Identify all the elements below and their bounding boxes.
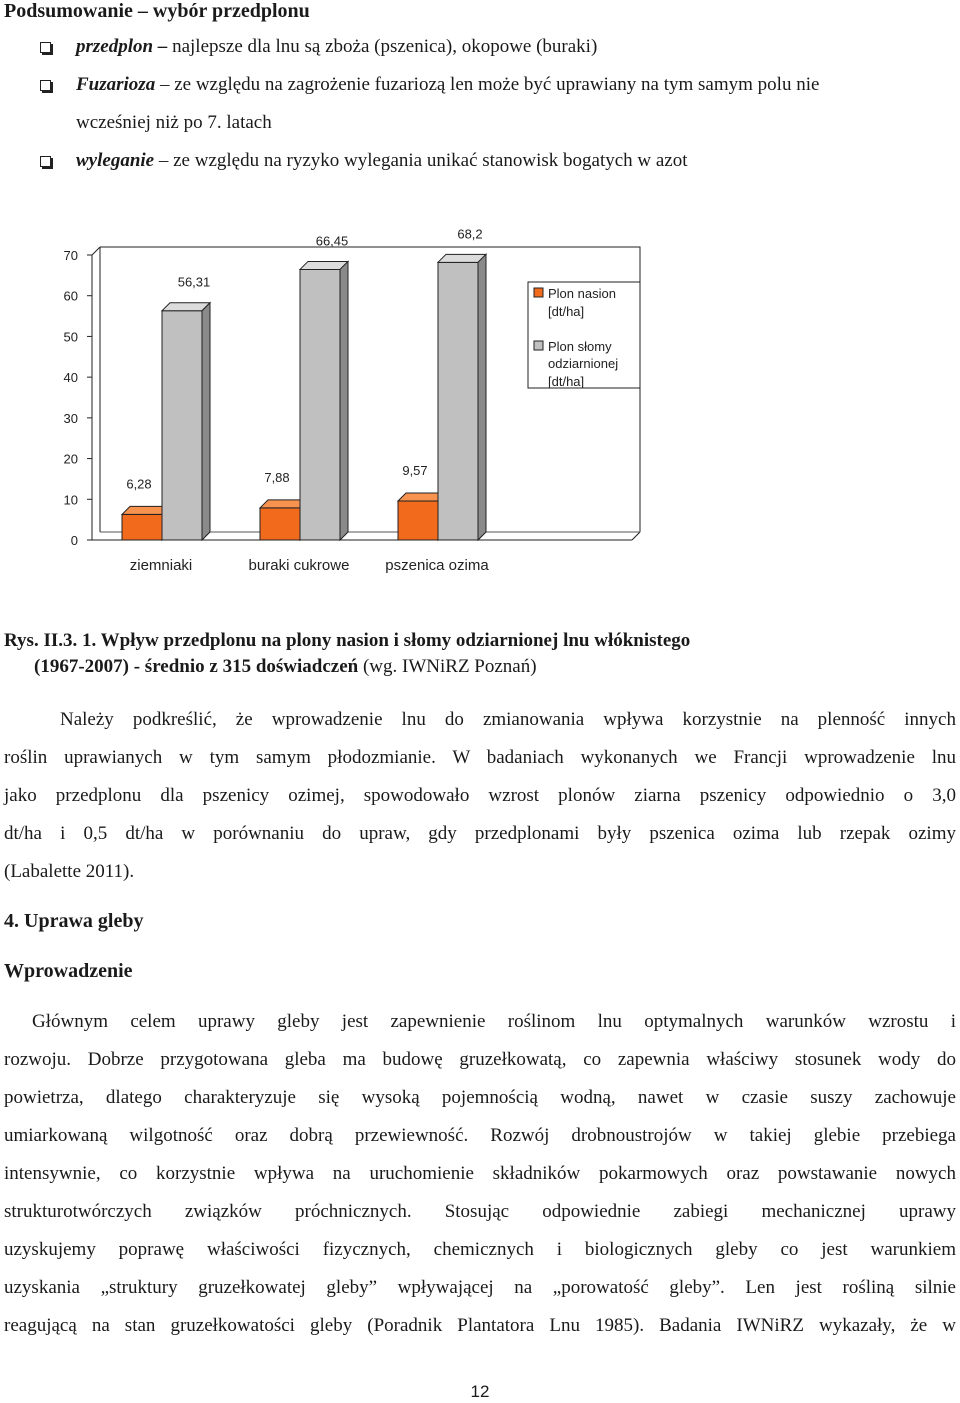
legend-text: odziarnionej bbox=[548, 356, 619, 371]
legend-text: Plon nasion bbox=[548, 286, 616, 301]
para2-line: Głównym celem uprawy gleby jest zapewnienie roślinom lnu optymalnych warunków wzrostu i bbox=[32, 1011, 956, 1032]
legend-text: [dt/ha] bbox=[548, 374, 585, 389]
figure-caption-line-2 bbox=[34, 656, 960, 678]
legend-swatch-seeds bbox=[534, 288, 543, 297]
bar-seeds bbox=[260, 508, 300, 540]
bar-straw-side bbox=[478, 254, 486, 540]
checkbox-bullet-icon bbox=[40, 80, 54, 94]
bullet-term: przedplon – bbox=[76, 36, 168, 57]
figure-caption-line-1: Rys. II.3. 1. Wpływ przedplonu na plony nasion i słomy odziarnionej lnu włóknistego bbox=[4, 630, 691, 651]
legend-swatch-straw bbox=[534, 341, 543, 350]
para1-line: jako przedplonu dla pszenicy ozimej, spowodowało wzrost plonów ziarna pszenicy odpowiednio o 3,0 bbox=[4, 785, 956, 806]
checkbox-bullet-icon bbox=[40, 42, 54, 56]
para2-line: uzyskania „struktury gruzełkowatej gleby” wpływającej na „porowatość gleby”. Len jest rośliną silnie bbox=[4, 1277, 956, 1298]
category-label: pszenica ozima bbox=[385, 557, 489, 574]
bullet-term: wyleganie bbox=[76, 150, 155, 171]
checkbox-bullet-icon bbox=[40, 156, 54, 170]
data-label-seeds: 9,57 bbox=[402, 463, 428, 479]
legend-text: Plon słomy bbox=[548, 339, 612, 354]
bullet-text: najlepsze dla lnu są zboża (pszenica), okopowe (buraki) bbox=[167, 36, 598, 57]
y-tick-label: 0 bbox=[70, 533, 78, 548]
category-label: buraki cukrowe bbox=[248, 557, 350, 574]
y-tick-label: 40 bbox=[63, 370, 78, 386]
para1-line: roślin uprawianych w tym samym płodozmianie. W badaniach wykonanych we Francji wprowadzenie lnu bbox=[4, 747, 956, 768]
y-tick-label: 30 bbox=[63, 410, 78, 426]
bar-straw bbox=[300, 269, 340, 540]
y-tick-label: 20 bbox=[63, 451, 78, 467]
para1-line: dt/ha i 0,5 dt/ha w porównaniu do upraw, gdy przedplonami były pszenica ozima lub rzepak ozimy bbox=[4, 823, 956, 844]
bullet-text: – ze względu na ryzyko wylegania unikać stanowisk bogatych w azot bbox=[154, 150, 688, 171]
para2-line: powietrza, dlatego charakteryzuje się wysoką pojemnością wodną, nawet w czasie suszy zachowuje bbox=[4, 1087, 956, 1108]
para2-line: strukturotwórczych związków próchnicznych. Stosując odpowiednie zabiegi mechanicznej uprawy bbox=[4, 1201, 956, 1222]
para2-line: rozwoju. Dobrze przygotowana gleba ma budowę gruzełkowatą, co zapewnia właściwy stosunek wody do bbox=[4, 1049, 956, 1070]
para2-line: intensywnie, co korzystnie wpływa na uruchomienie składników pokarmowych oraz powstawanie nowych bbox=[4, 1163, 956, 1184]
data-label-seeds: 6,28 bbox=[126, 476, 152, 492]
legend-text: [dt/ha] bbox=[548, 304, 585, 319]
floor-right bbox=[632, 532, 640, 540]
page-number: 12 bbox=[470, 1382, 490, 1401]
data-label-straw: 66,45 bbox=[315, 233, 349, 249]
y-tick-label: 70 bbox=[63, 248, 78, 263]
bullet-item-2-continuation: wcześniej niż po 7. latach bbox=[76, 112, 272, 133]
category-label: ziemniaki bbox=[129, 557, 193, 574]
para2-line: uzyskujemy poprawę właściwości fizycznych, chemicznych i biologicznych gleby co jest warunkiem bbox=[4, 1239, 956, 1260]
para1-line: (Labalette 2011). bbox=[4, 861, 135, 882]
bullet-term: Fuzarioza bbox=[76, 74, 156, 95]
para2-line: reagującą na stan gruzełkowatości gleby (Poradnik Plantatora Lnu 1985). Badania IWNiRZ wykazały, że w bbox=[4, 1315, 956, 1336]
bullet-item-1 bbox=[76, 36, 597, 58]
bullet-item-3 bbox=[76, 150, 688, 172]
para1-line: Należy podkreślić, że wprowadzenie lnu do zmianowania wpływa korzystnie na plenność innych bbox=[60, 709, 956, 730]
caption-source: (wg. IWNiRZ Poznań) bbox=[358, 656, 537, 677]
bar-straw bbox=[438, 262, 478, 540]
wall-corner bbox=[92, 247, 100, 255]
y-tick-label: 60 bbox=[63, 288, 78, 304]
subsection-title: Wprowadzenie bbox=[4, 960, 133, 982]
section-title: 4. Uprawa gleby bbox=[4, 910, 144, 932]
y-tick-label: 50 bbox=[63, 329, 78, 345]
data-label-straw: 68,2 bbox=[457, 226, 483, 242]
bar-straw-side bbox=[340, 261, 348, 540]
bar-seeds bbox=[398, 501, 438, 540]
page-heading: Podsumowanie – wybór przedplonu bbox=[4, 0, 310, 22]
bar-straw-side bbox=[202, 303, 210, 540]
bullet-item-2 bbox=[76, 74, 819, 96]
y-tick-label: 10 bbox=[63, 492, 78, 508]
bar-straw bbox=[162, 311, 202, 540]
data-label-straw: 56,31 bbox=[177, 274, 211, 290]
yield-bar-chart bbox=[0, 226, 960, 590]
caption-bold: (1967-2007) - średnio z 315 doświadczeń bbox=[34, 656, 359, 677]
para2-line: umiarkowaną wilgotność oraz dobrą przewiewność. Rozwój drobnoustrojów w takiej glebie przebiega bbox=[4, 1125, 956, 1146]
data-label-seeds: 7,88 bbox=[264, 469, 290, 485]
bullet-text: – ze względu na zagrożenie fuzariozą len może być uprawiany na tym samym polu nie bbox=[155, 74, 820, 95]
bar-seeds bbox=[122, 514, 162, 540]
